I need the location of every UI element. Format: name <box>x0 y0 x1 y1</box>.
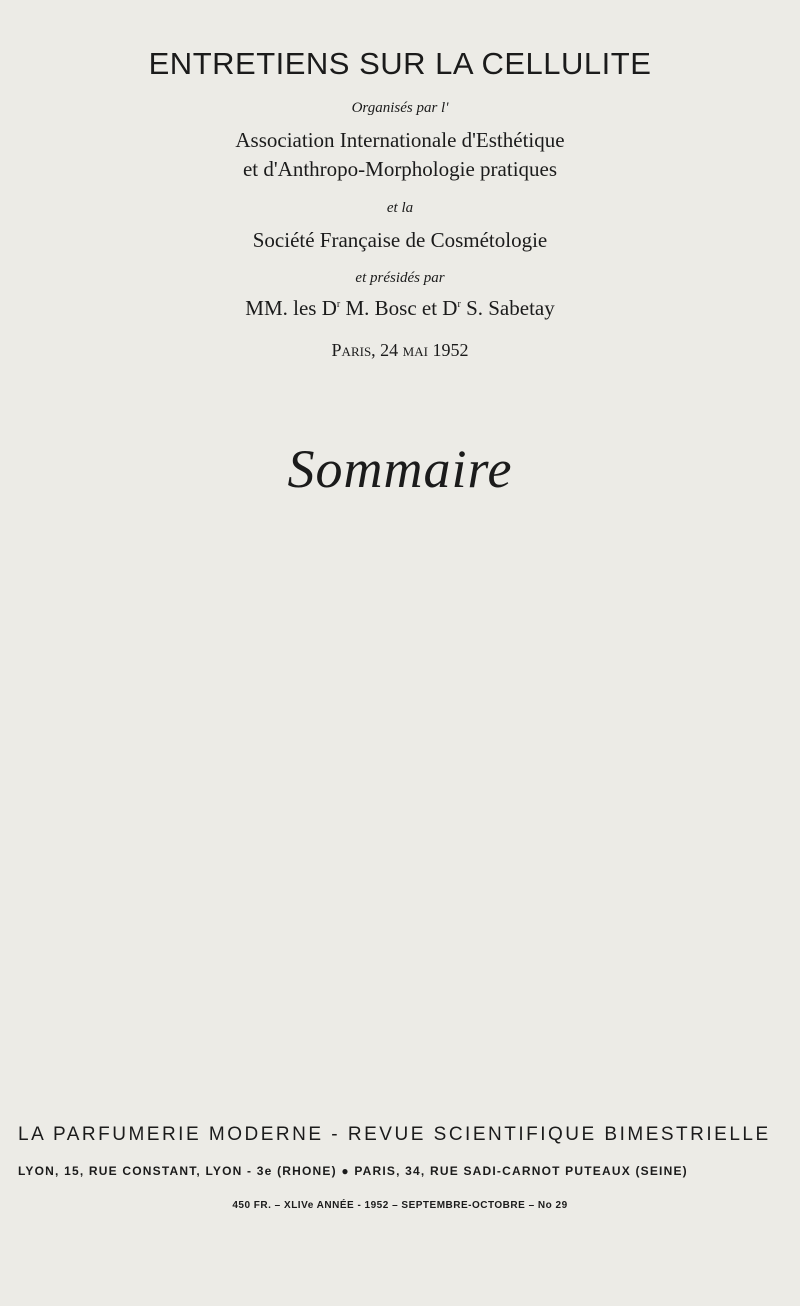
sommaire-heading: Sommaire <box>287 439 513 499</box>
organised-by-label: Organisés par l' <box>351 100 449 116</box>
presided-by-label: et présidés par <box>355 270 445 286</box>
page-title: ENTRETIENS SUR LA CELLULITE <box>148 46 652 81</box>
and-label: et la <box>386 200 414 216</box>
presidents-mid: M. Bosc et D <box>340 296 458 320</box>
presidents-prefix: MM. les D <box>245 296 337 320</box>
association-name-line2: et d'Anthropo-Morphologie pratiques <box>242 157 558 181</box>
society-name: Société Française de Cosmétologie <box>252 228 548 252</box>
issue-info: 450 FR. – XLIVe ANNÉE - 1952 – SEPTEMBRE-OCTOBRE – No 29 <box>232 1200 568 1211</box>
presidents-end: S. Sabetay <box>460 296 555 320</box>
association-name-line1: Association Internationale d'Esthétique <box>235 128 565 152</box>
place-date: Paris, 24 mai 1952 <box>331 340 469 360</box>
journal-address: LYON, 15, RUE CONSTANT, LYON - 3e (RHONE) ● PARIS, 34, RUE SADI-CARNOT PUTEAUX (SEINE) <box>18 1164 688 1178</box>
journal-masthead: LA PARFUMERIE MODERNE - REVUE SCIENTIFIQUE BIMESTRIELLE <box>18 1124 771 1145</box>
presidents-sup2: r <box>457 299 461 310</box>
presidents-sup1: r <box>336 299 341 310</box>
presidents-line <box>0 296 800 321</box>
